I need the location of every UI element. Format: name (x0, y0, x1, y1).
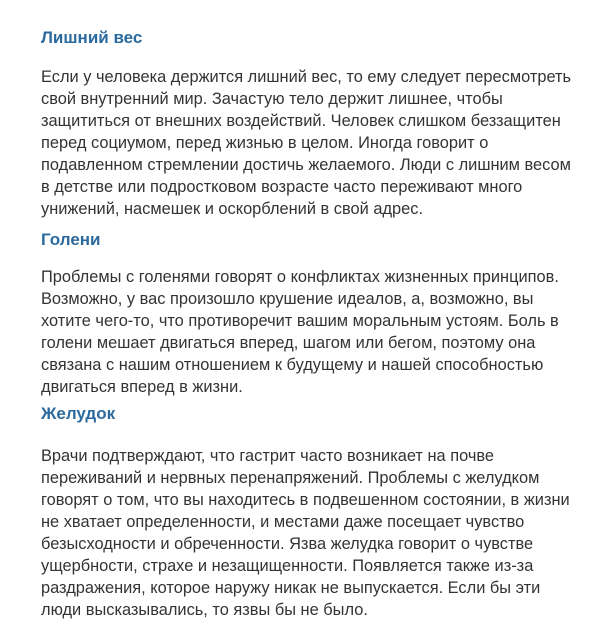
section-title-shins: Голени (41, 230, 101, 249)
text-line: Если у человека держится лишний вес, то ему следует пересмотреть (41, 68, 572, 86)
text-line: Врачи подтверждают, что гастрит часто возникает на почве (41, 447, 495, 465)
text-line: в детстве или подростковом возрасте часто переживают много (41, 178, 523, 196)
text-line: связана с нашим отношением к будущему и нашей способностью (41, 356, 544, 374)
section-title-stomach: Желудок (41, 404, 116, 423)
text-line: ущербности, страхе и незащищенности. Появляется также из-за (41, 557, 534, 575)
text-line: подавленном стремлении достичь желаемого. Люди с лишним весом (41, 156, 571, 174)
text-line: хотите чего-то, что противоречит вашим моральным устоям. Боль в (41, 312, 559, 330)
section-body-overweight (41, 66, 571, 220)
text-line: Возможно, у вас произошло крушение идеалов, а, возможно, вы (41, 290, 534, 308)
text-line: унижений, насмешек и оскорблений в свой адрес. (41, 200, 424, 218)
text-line: люди высказывались, то язвы бы не было. (41, 601, 368, 619)
section-title-overweight: Лишний вес (41, 28, 143, 47)
text-line: безысходности и обреченности. Язва желудка говорит о чувстве (41, 535, 534, 553)
text-line: голени мешает двигаться вперед, шагом или бегом, поэтому она (41, 334, 536, 352)
text-line: не хватает определенности, и местами даже посещает чувство (41, 513, 525, 531)
text-line: раздражения, которое наружу никак не выпускается. Если бы эти (41, 579, 541, 597)
text-line: Проблемы с голенями говорят о конфликтах жизненных принципов. (41, 268, 559, 286)
section-body-shins (41, 266, 559, 398)
text-line: защититься от внешних воздействий. Человек слишком беззащитен (41, 112, 561, 130)
text-line: говорят о том, что вы находитесь в подвешенном состоянии, в жизни (41, 491, 570, 509)
text-line: свой внутренний мир. Зачастую тело держит лишнее, чтобы (41, 90, 503, 108)
text-line: двигаться вперед в жизни. (41, 378, 243, 396)
text-line: переживаний и нервных перенапряжений. Проблемы с желудком (41, 469, 540, 487)
text-line: перед социумом, перед жизнью в целом. Иногда говорит о (41, 134, 489, 152)
section-body-stomach (41, 445, 570, 621)
